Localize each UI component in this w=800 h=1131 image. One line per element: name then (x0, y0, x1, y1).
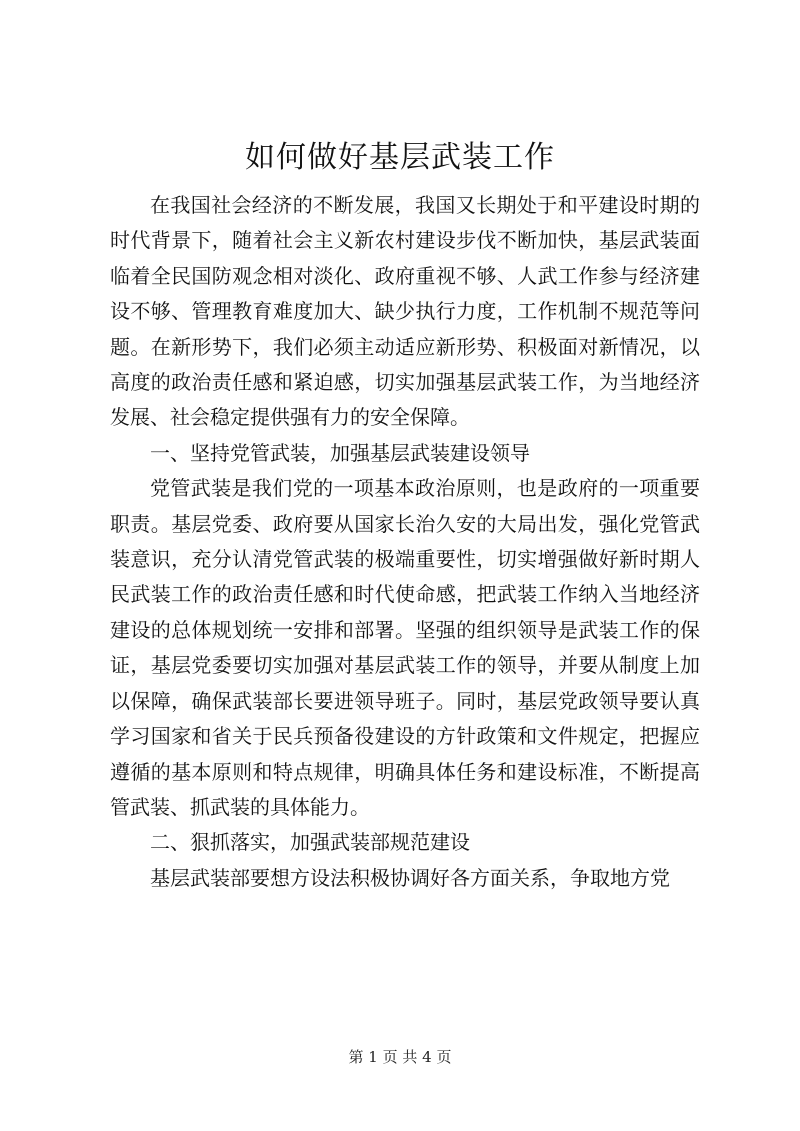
document-body (110, 188, 700, 896)
paragraph-section-2: 基层武装部要想方设法积极协调好各方面关系，争取地方党 (150, 865, 670, 890)
section-heading-1: 一、坚持党管武装，加强基层武装建设领导 (150, 440, 530, 465)
paragraph-section-1: 党管武装是我们党的一项基本政治原则，也是政府的一项重要职责。基层党委、政府要从国家长治久安的大局出发，强化党管武装意识，充分认清党管武装的极端重要性，切实增强做好新时期人民武装工作的政治责任感和时代使命感，把武装工作纳入当地经济建设的总体规划统一安排和部署。坚强的组织领导是武装工作的保证，基层党委要切实加强对基层武装工作的领导，并要从制度上加以保障，确保武装部长要进领导班子。同时，基层党政领导要认真学习国家和省关于民兵预备役建设的方针政策和文件规定，把握应遵循的基本原则和特点规律，明确具体任务和建设标准，不断提高管武装、抓武装的具体能力。 (110, 476, 700, 819)
document-title: 如何做好基层武装工作 (245, 140, 555, 175)
section-heading-2: 二、狠抓落实，加强武装部规范建设 (150, 830, 470, 855)
paragraph-intro: 在我国社会经济的不断发展，我国又长期处于和平建设时期的时代背景下，随着社会主义新农村建设步伐不断加快，基层武装面临着全民国防观念相对淡化、政府重视不够、人武工作参与经济建设不够、管理教育难度加大、缺少执行力度，工作机制不规范等问题。在新形势下，我们必须主动适应新形势、积极面对新情况，以高度的政治责任感和紧迫感，切实加强基层武装工作，为当地经济发展、社会稳定提供强有力的安全保障。 (110, 193, 700, 430)
page-footer: 第 1 页 共 4 页 (348, 1048, 452, 1066)
